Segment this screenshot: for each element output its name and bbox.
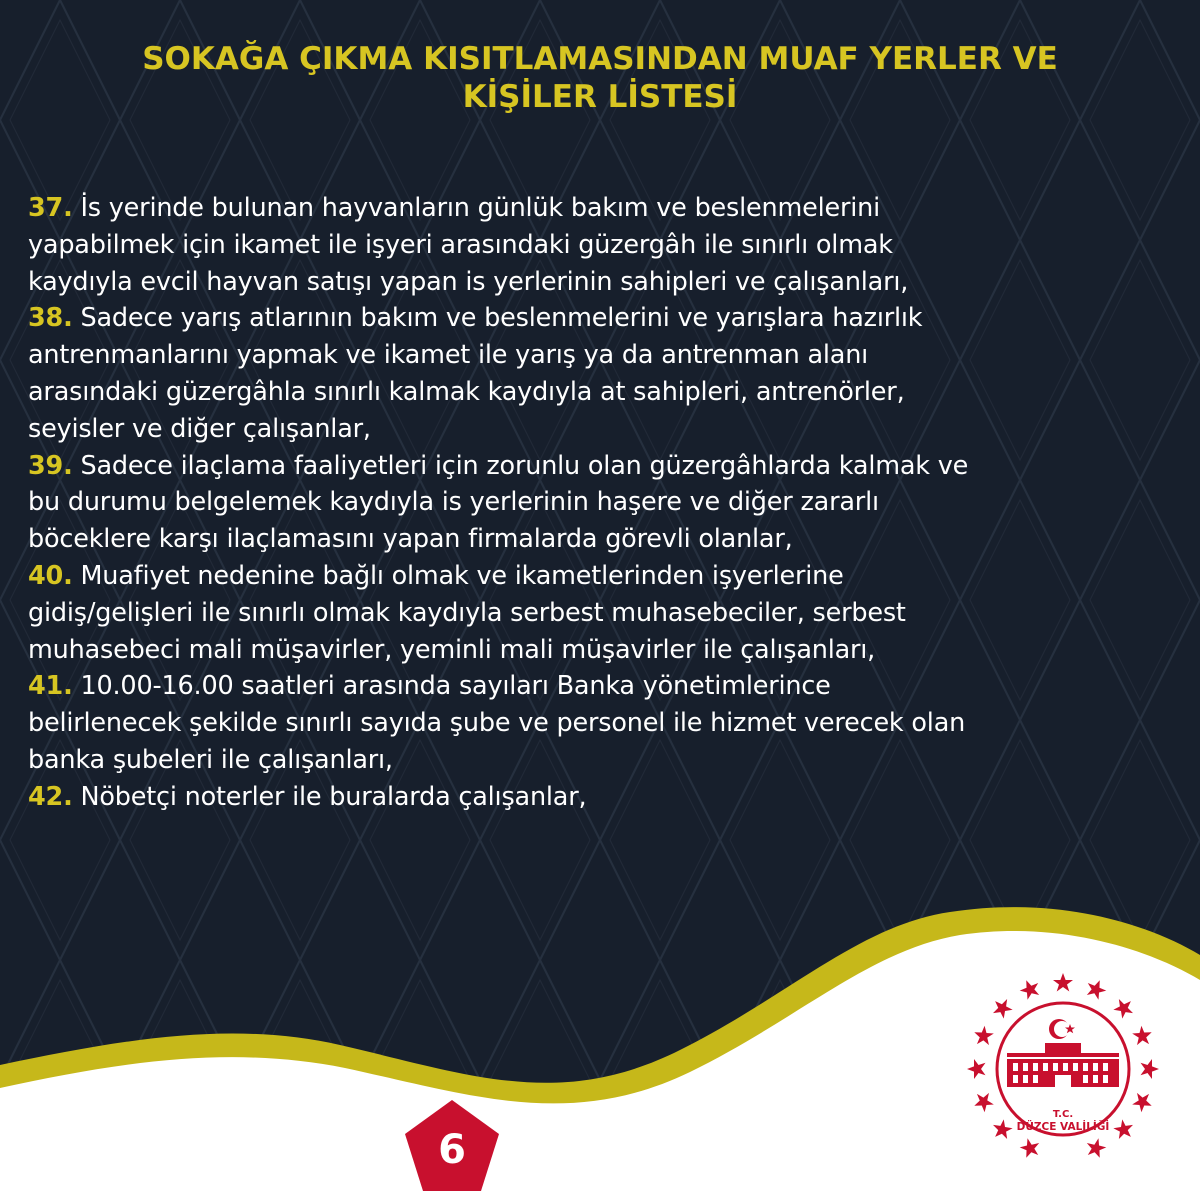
item-text-line: Muafiyet nedenine bağlı olmak ve ikametlerinden işyerlerine <box>72 560 844 591</box>
item-text-line: bu durumu belgelemek kaydıyla is yerlerinin haşere ve diğer zararlı <box>28 487 879 518</box>
item-text-line: antrenmanlarını yapmak ve ikamet ile yarış ya da antrenman alanı <box>28 340 869 371</box>
logo-line-1: T.C. <box>1052 1109 1074 1120</box>
item-text-line: yapabilmek için ikamet ile işyeri arasındaki güzergâh ile sınırlı olmak <box>28 229 893 260</box>
item-number: 41. <box>28 671 73 702</box>
item-text-line: gidiş/gelişleri ile sınırlı olmak kaydıyla serbest muhasebeciler, serbest <box>28 597 906 628</box>
item-number: 42. <box>28 781 73 812</box>
item-text-line: böceklere karşı ilaçlamasını yapan firmalarda görevli olanlar, <box>28 524 793 555</box>
item-text-line: Sadece ilaçlama faaliyetleri için zorunlu olan güzergâhlarda kalmak ve <box>72 450 969 481</box>
item-number: 38. <box>28 303 73 334</box>
item-text-line: kaydıyla evcil hayvan satışı yapan is yerlerinin sahipleri ve çalışanları, <box>28 266 909 297</box>
item-number: 39. <box>28 450 73 481</box>
title-line-1: SOKAĞA ÇIKMA KISITLAMASINDAN MUAF YERLER VE <box>142 41 1058 77</box>
item-text-line: İs yerinde bulunan hayvanların günlük bakım ve beslenmelerini <box>72 193 880 223</box>
item-text-line: Nöbetçi noterler ile buralarda çalışanlar, <box>72 781 587 812</box>
logo-line-2: DÜZCE VALİLİĞİ <box>1016 1121 1110 1133</box>
item-text-line: muhasebeci mali müşavirler, yeminli mali müşavirler ile çalışanları, <box>28 634 876 665</box>
item-number: 37. <box>28 193 73 223</box>
item-text-line: 10.00-16.00 saatleri arasında sayıları Banka yönetimlerince <box>72 671 831 702</box>
item-text-line: banka şubeleri ile çalışanları, <box>28 744 393 775</box>
item-number: 40. <box>28 560 73 591</box>
item-text-line: arasındaki güzergâhla sınırlı kalmak kaydıyla at sahipleri, antrenörler, <box>28 376 905 407</box>
page-number: 6 <box>438 1127 466 1173</box>
item-text-line: belirlenecek şekilde sınırlı sayıda şube ve personel ile hizmet verecek olan <box>28 708 966 739</box>
item-text-line: Sadece yarış atlarının bakım ve beslenmelerini ve yarışlara hazırlık <box>72 303 923 334</box>
item-text-line: seyisler ve diğer çalışanlar, <box>28 413 371 444</box>
duzce-governorship-seal-logo <box>963 969 1163 1169</box>
title-line-2: KİŞİLER LİSTESİ <box>462 79 738 115</box>
